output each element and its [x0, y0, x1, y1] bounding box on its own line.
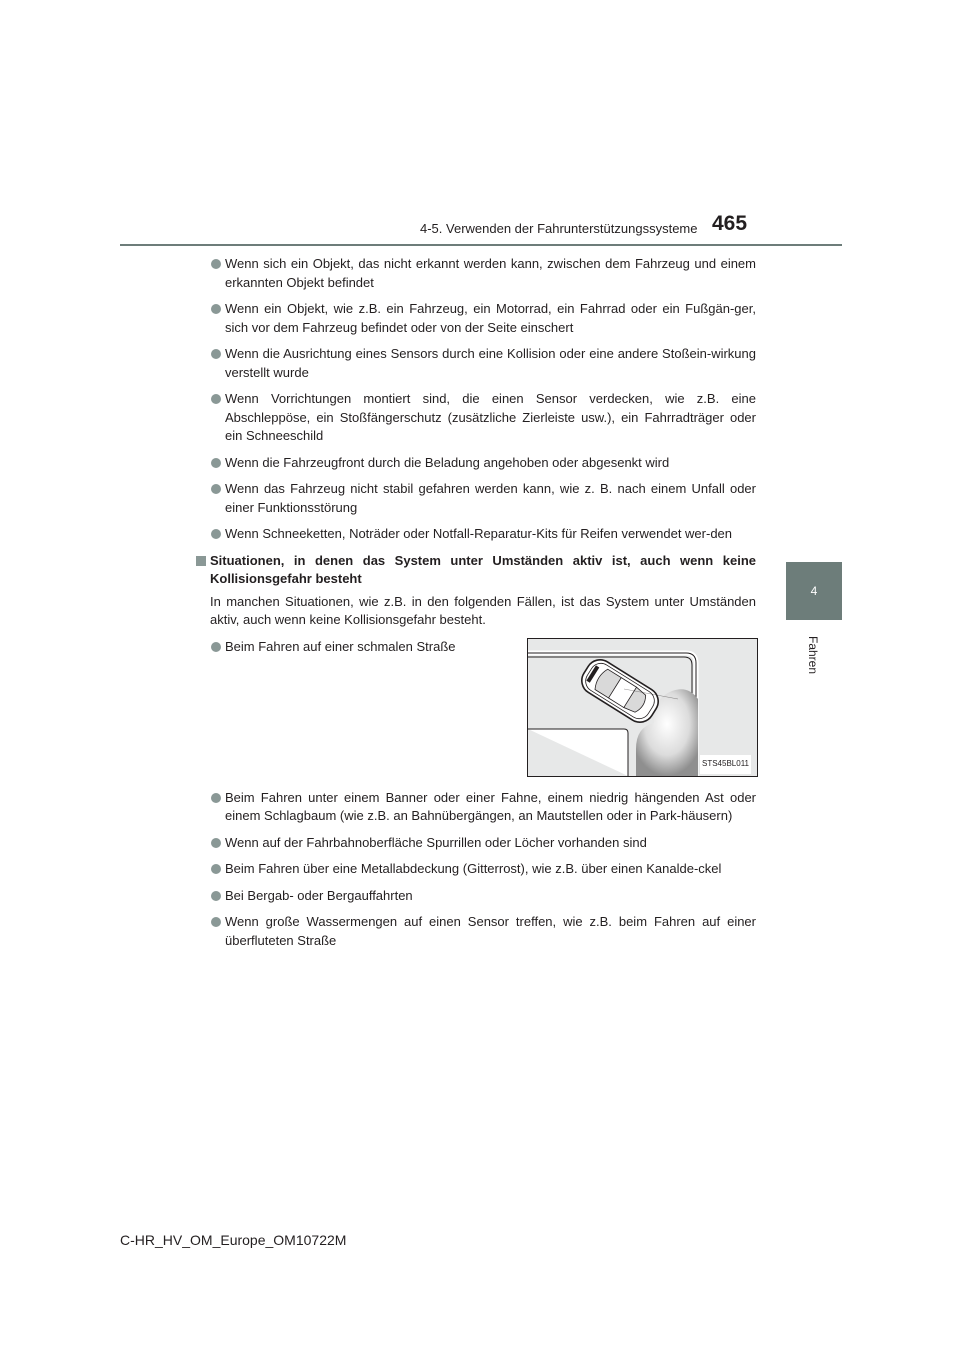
list-item-text: Wenn das Fahrzeug nicht stabil gefahren werden kann, wie z. B. nach einem Unfall oder einer Funktionsstörung: [225, 481, 756, 515]
header-title: 4-5. Verwenden der Fahrunterstützungssysteme: [420, 221, 698, 236]
footer-doc-id: C-HR_HV_OM_Europe_OM10722M: [120, 1232, 347, 1248]
bullet-icon: [211, 838, 221, 848]
narrow-road-illustration: [527, 638, 758, 777]
list-item-text: Wenn große Wassermengen auf einen Sensor treffen, wie z.B. beim Fahren auf einer überfluteten Straße: [225, 914, 756, 948]
bullet-icon: [211, 458, 221, 468]
section-intro: In manchen Situationen, wie z.B. in den folgenden Fällen, ist das System unter Umständen aktiv, auch wenn keine Kollisionsgefahr besteht.: [210, 593, 756, 627]
list-item: [196, 638, 485, 657]
section-heading-text: Situationen, in denen das System unter Umständen aktiv ist, auch wenn keine Kollisionsgefahr besteht: [210, 552, 756, 586]
bullet-icon: [211, 793, 221, 803]
bullet-icon: [211, 891, 221, 901]
list-item-text: Wenn die Ausrichtung eines Sensors durch eine Kollision oder eine andere Stoßein-wirkung verstellt wurde: [225, 346, 756, 380]
list-item-text: Wenn ein Objekt, wie z.B. ein Fahrzeug, ein Motorrad, ein Fahrrad oder ein Fußgän-ger, sich vor dem Fahrzeug befindet oder von der Seite einschert: [225, 301, 756, 335]
bullet-icon: [211, 917, 221, 927]
list-item: [196, 834, 756, 853]
list-item: [196, 525, 756, 544]
list-item-text: Bei Bergab- oder Bergauffahrten: [225, 887, 413, 903]
bullet-icon: [211, 349, 221, 359]
list-item: [196, 860, 756, 879]
page-content: [196, 255, 756, 958]
list-item-text: Wenn Vorrichtungen montiert sind, die einen Sensor verdecken, wie z.B. eine Abschleppöse, ein Stoßfängerschutz (zusätzliche Zierleiste usw.), ein Fahrradträger oder ein Schneeschild: [225, 391, 756, 443]
list-item: [196, 887, 756, 906]
list-item-text: Beim Fahren unter einem Banner oder einer Fahne, einem niedrig hängenden Ast oder einem Schlagbaum (wie z.B. an Bahnübergängen, an Mautstellen oder in Park-häusern): [225, 789, 756, 823]
figure-row: [196, 638, 756, 783]
bullet-list-bottom: [196, 789, 756, 951]
list-item: [196, 454, 756, 473]
square-bullet-icon: [196, 556, 206, 566]
bullet-icon: [211, 864, 221, 874]
bullet-icon: [211, 304, 221, 314]
list-item: [196, 300, 756, 337]
bullet-icon: [211, 484, 221, 494]
section-heading: [196, 552, 756, 589]
list-item-text: Wenn Schneeketten, Noträder oder Notfall-Reparatur-Kits für Reifen verwendet wer-den: [225, 526, 733, 541]
figure-code: STS45BL011: [700, 755, 751, 774]
list-item-text: Wenn sich ein Objekt, das nicht erkannt werden kann, zwischen dem Fahrzeug und einem erkannten Objekt befindet: [225, 256, 756, 290]
list-item: [196, 390, 756, 446]
page-number: 465: [712, 212, 748, 235]
list-item-text: Wenn die Fahrzeugfront durch die Beladung angehoben oder abgesenkt wird: [225, 454, 670, 470]
list-item: [196, 255, 756, 292]
header-rule: [120, 244, 842, 246]
bullet-icon: [211, 529, 221, 539]
list-item: [196, 345, 756, 382]
list-item: [196, 913, 756, 950]
chapter-tab[interactable]: [786, 562, 842, 620]
chapter-number: 4: [810, 584, 818, 598]
chapter-label: Fahren: [806, 636, 820, 675]
bullet-list-top: [196, 255, 756, 544]
list-item: [196, 789, 756, 826]
bullet-icon: [211, 642, 221, 652]
bullet-icon: [211, 394, 221, 404]
list-item: [196, 480, 756, 517]
list-item-text: Beim Fahren auf einer schmalen Straße: [225, 638, 456, 654]
list-item-text: Beim Fahren über eine Metallabdeckung (Gitterrost), wie z.B. über einen Kanalde-ckel: [225, 861, 722, 876]
list-item-text: Wenn auf der Fahrbahnoberfläche Spurrillen oder Löcher vorhanden sind: [225, 834, 647, 850]
bullet-icon: [211, 259, 221, 269]
